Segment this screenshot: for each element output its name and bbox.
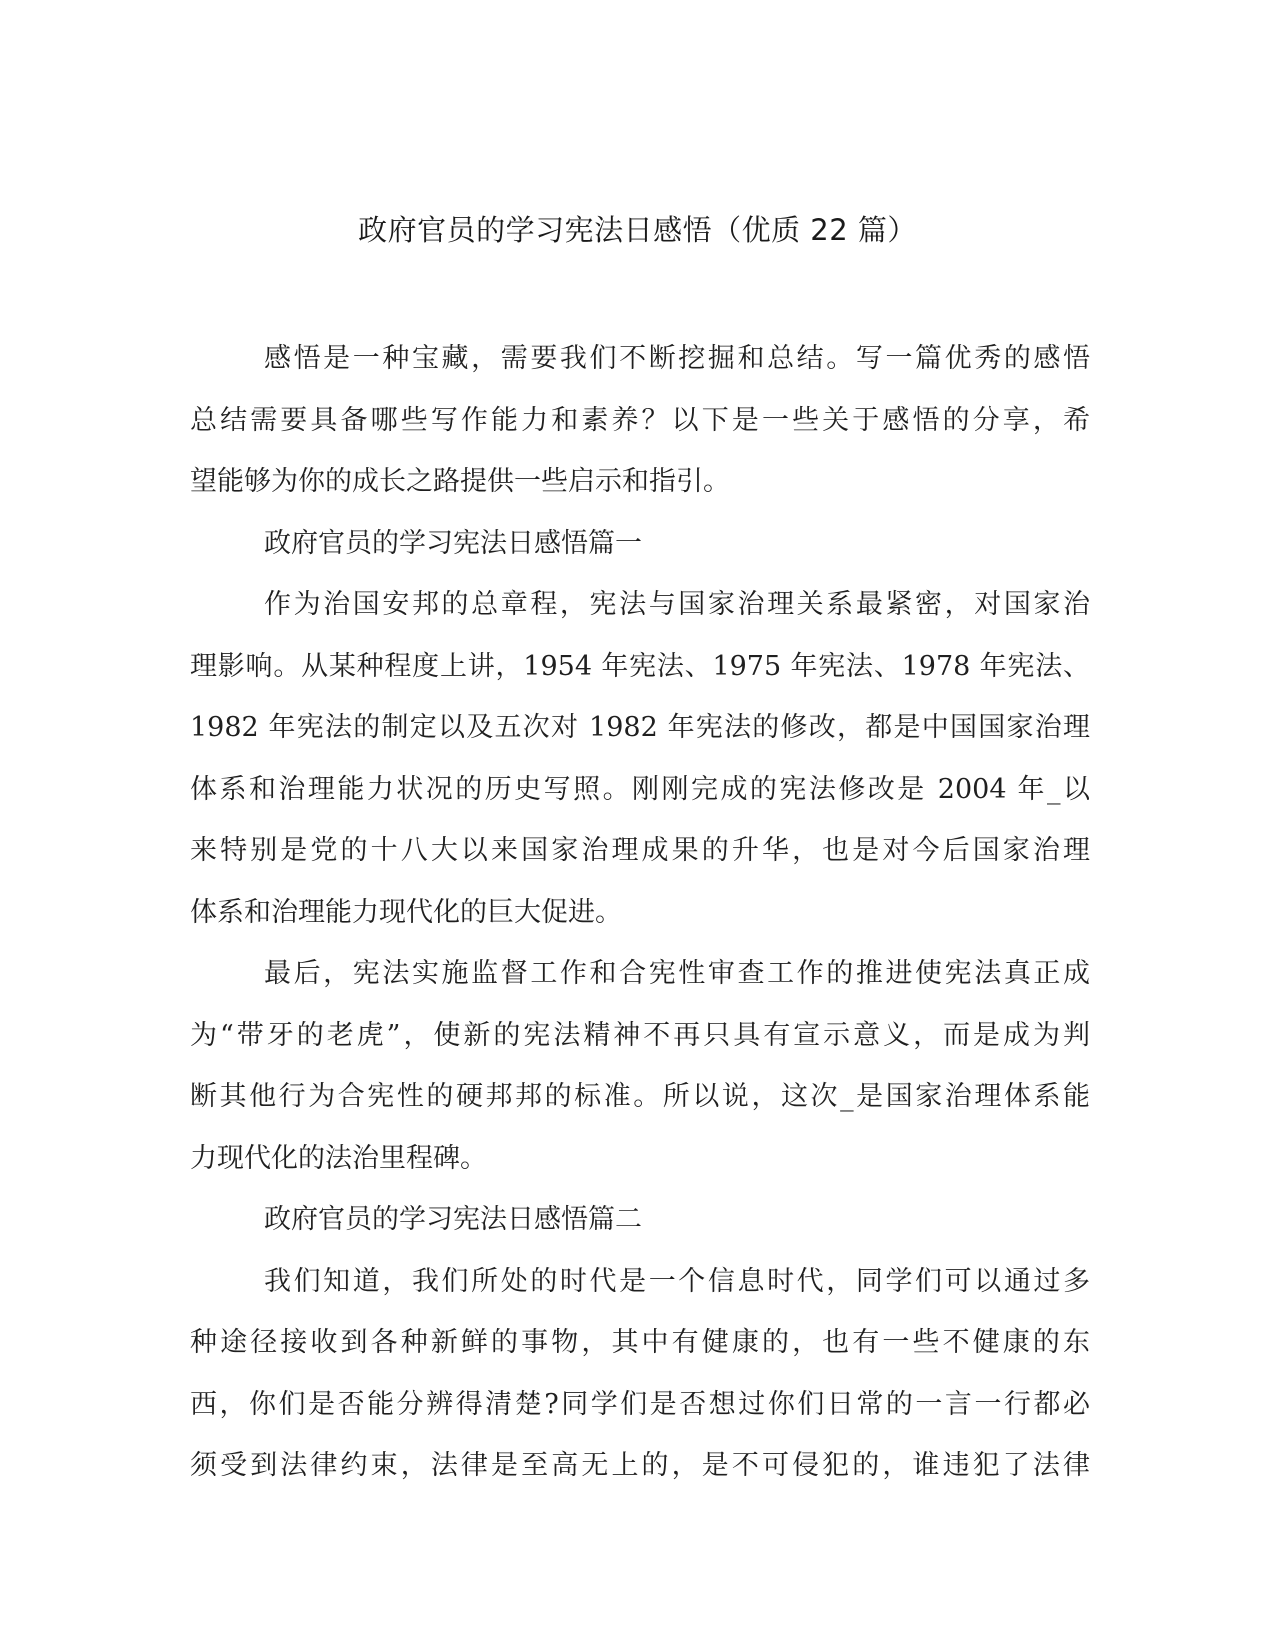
paragraph-line: 作为治国安邦的总章程，宪法与国家治理关系最紧密，对国家治 bbox=[264, 589, 1090, 620]
paragraph-line: 体系和治理能力现代化的巨大促进。 bbox=[190, 896, 622, 928]
paragraph-line: 感悟是一种宝藏，需要我们不断挖掘和总结。写一篇优秀的感悟 bbox=[264, 343, 1090, 374]
paragraph-line: 种途径接收到各种新鲜的事物，其中有健康的，也有一些不健康的东 bbox=[190, 1327, 1090, 1358]
paragraph-line: 力现代化的法治里程碑。 bbox=[190, 1142, 487, 1174]
paragraph-line: 西，你们是否能分辨得清楚?同学们是否想过你们日常的一言一行都必 bbox=[190, 1388, 1090, 1420]
paragraph-line: 体系和治理能力状况的历史写照。刚刚完成的宪法修改是 2004 年_以 bbox=[190, 773, 1090, 805]
paragraph-line: 我们知道，我们所处的时代是一个信息时代，同学们可以通过多 bbox=[264, 1265, 1090, 1297]
paragraph-line: 为“带牙的老虎”，使新的宪法精神不再只具有宣示意义，而是成为判 bbox=[190, 1019, 1090, 1051]
paragraph-line: 断其他行为合宪性的硬邦邦的标准。所以说，这次_是国家治理体系能 bbox=[190, 1081, 1090, 1112]
paragraph-line: 1982 年宪法的制定以及五次对 1982 年宪法的修改，都是中国国家治理 bbox=[190, 712, 1090, 743]
section-heading: 政府官员的学习宪法日感悟篇二 bbox=[264, 1204, 642, 1235]
paragraph-line: 须受到法律约束，法律是至高无上的，是不可侵犯的，谁违犯了法律 bbox=[190, 1450, 1090, 1481]
document-body bbox=[190, 328, 1090, 1497]
paragraph-line: 来特别是党的十八大以来国家治理成果的升华，也是对今后国家治理 bbox=[190, 835, 1090, 866]
paragraph-line: 理影响。从某种程度上讲，1954 年宪法、1975 年宪法、1978 年宪法、 bbox=[190, 650, 1090, 682]
section-heading: 政府官员的学习宪法日感悟篇一 bbox=[264, 527, 642, 559]
paragraph-line: 最后，宪法实施监督工作和合宪性审查工作的推进使宪法真正成 bbox=[264, 958, 1090, 989]
document-title: 政府官员的学习宪法日感悟（优质 22 篇） bbox=[358, 213, 917, 247]
paragraph-line: 总结需要具备哪些写作能力和素养？以下是一些关于感悟的分享，希 bbox=[190, 404, 1090, 436]
paragraph-line: 望能够为你的成长之路提供一些启示和指引。 bbox=[190, 466, 730, 497]
